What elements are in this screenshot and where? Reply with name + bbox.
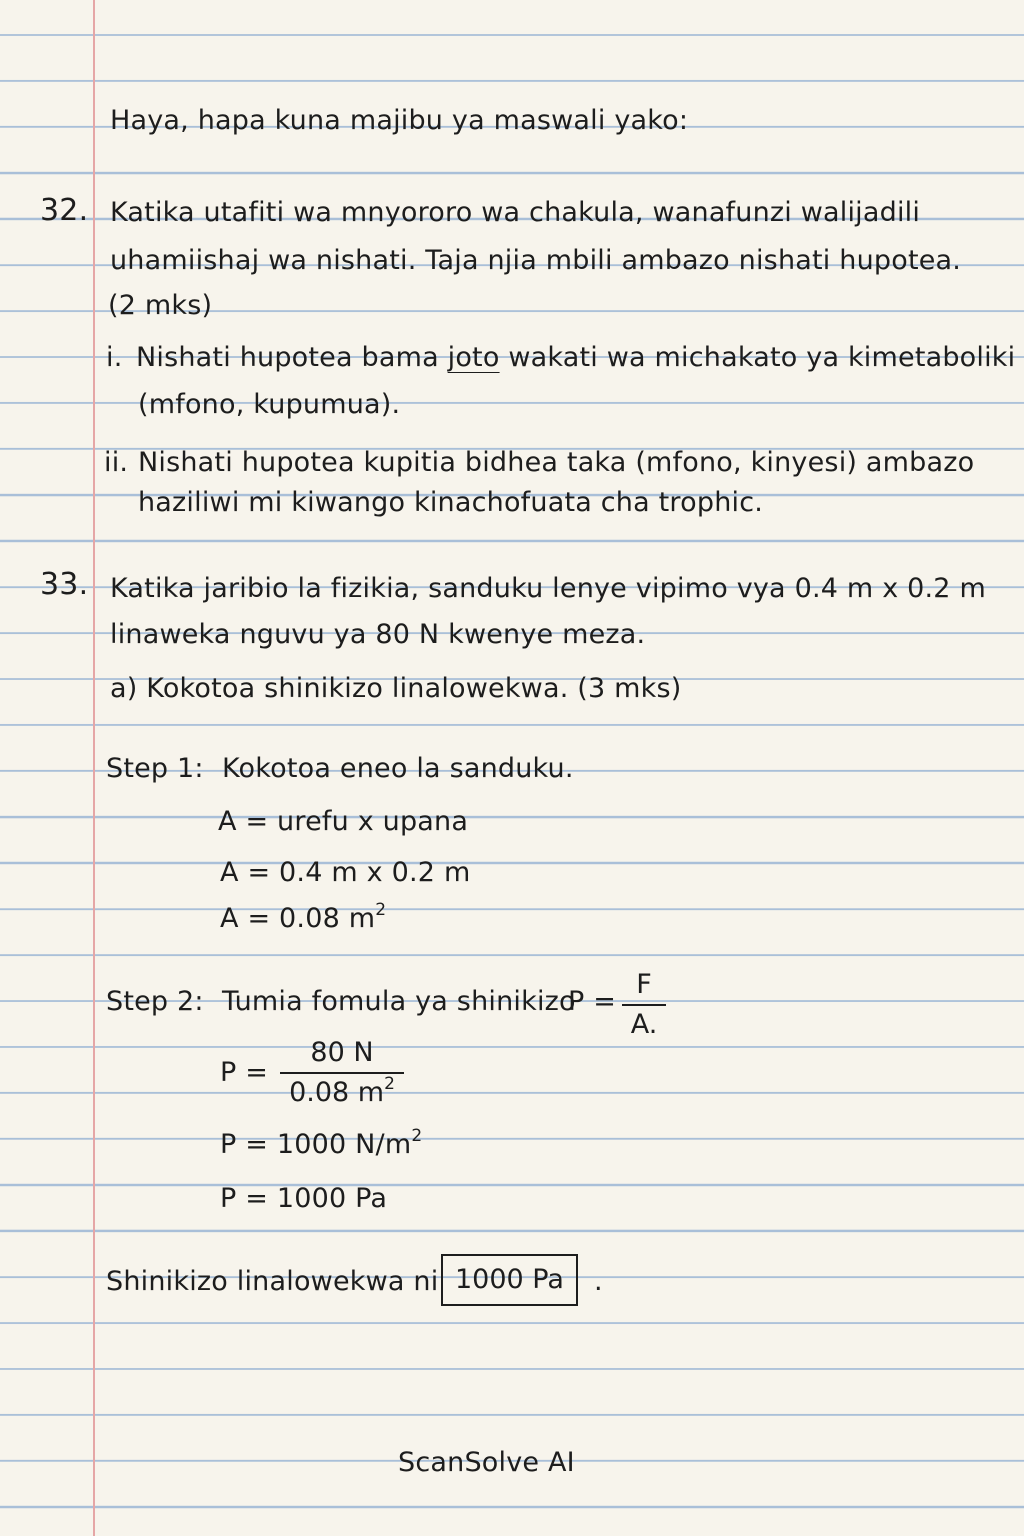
step-1-equation-1: A = urefu x upana: [218, 806, 469, 837]
step-2-formula-numerator: F: [636, 969, 652, 1000]
answer-i-keyword: joto: [447, 342, 500, 373]
step-2-equation-1-fraction: [280, 1036, 404, 1113]
question-33-part-a: a) Kokotoa shinikizo linalowekwa. (3 mks): [110, 673, 682, 704]
question-32-line-1: Katika utafiti wa mnyororo wa chakula, wanafunzi walijadili: [110, 197, 921, 228]
footer-brand: ScanSolve AI: [398, 1447, 575, 1478]
step-2-equation-2: [220, 1128, 422, 1165]
step-1-equation-3-exponent: 2: [375, 900, 387, 920]
answer-ii-label: ii.: [104, 447, 129, 478]
step-2-equation-1-denominator-base: 0.08 m: [289, 1077, 385, 1108]
step-1-equation-3: [220, 902, 386, 939]
step-2-equation-1-lhs: P =: [220, 1057, 269, 1088]
conclusion-period: .: [594, 1266, 603, 1297]
question-33-line-1: Katika jaribio la fizikia, sanduku lenye vipimo vya 0.4 m x 0.2 m: [110, 573, 986, 604]
step-2-equation-2-exponent: 2: [411, 1126, 423, 1146]
step-2-formula-fraction: [622, 968, 666, 1042]
fraction-bar: [622, 1004, 666, 1006]
step-2-formula-denominator: A.: [630, 1009, 658, 1040]
step-2-label: Step 2:: [106, 986, 204, 1017]
step-2-equation-1-denominator: [280, 1076, 404, 1113]
answer-ii-line-2: haziliwi mi kiwango kinachofuata cha trophic.: [138, 487, 764, 518]
question-32-number: 32.: [40, 193, 89, 228]
answer-ii-line-1: Nishati hupotea kupitia bidhea taka (mfono, kinyesi) ambazo: [138, 447, 975, 478]
step-1-equation-3-base: A = 0.08 m: [220, 903, 376, 934]
margin-line: [93, 0, 95, 1536]
question-32-line-2: uhamiishaj wa nishati. Taja njia mbili ambazo nishati hupotea.: [110, 245, 962, 276]
final-answer-box: 1000 Pa: [441, 1254, 578, 1306]
step-2-equation-3: P = 1000 Pa: [220, 1183, 388, 1214]
step-2-equation-1-denominator-exponent: 2: [384, 1074, 395, 1094]
question-33-line-2: linaweka nguvu ya 80 N kwenye meza.: [110, 619, 646, 650]
question-32-marks: (2 mks): [108, 290, 213, 321]
answer-i-line-1: [136, 341, 1015, 375]
step-2-equation-1-numerator: 80 N: [310, 1037, 374, 1068]
step-2-equation-2-base: P = 1000 N/m: [220, 1129, 412, 1160]
step-2-formula-lhs: P =: [568, 986, 617, 1017]
answer-i-after: wakati wa michakato ya kimetaboliki: [499, 342, 1016, 373]
question-33-number: 33.: [40, 567, 89, 602]
step-1-text: Kokotoa eneo la sanduku.: [222, 753, 574, 784]
answer-i-label: i.: [106, 342, 123, 373]
intro-text: Haya, hapa kuna majibu ya maswali yako:: [110, 105, 689, 136]
step-1-label: Step 1:: [106, 753, 204, 784]
step-2-text: Tumia fomula ya shinikizo: [222, 986, 576, 1017]
conclusion-text: Shinikizo linalowekwa ni: [106, 1266, 439, 1297]
answer-i-before: Nishati hupotea bama: [136, 342, 448, 373]
step-1-equation-2: A = 0.4 m x 0.2 m: [220, 857, 471, 888]
answer-i-line-2: (mfono, kupumua).: [138, 389, 401, 420]
